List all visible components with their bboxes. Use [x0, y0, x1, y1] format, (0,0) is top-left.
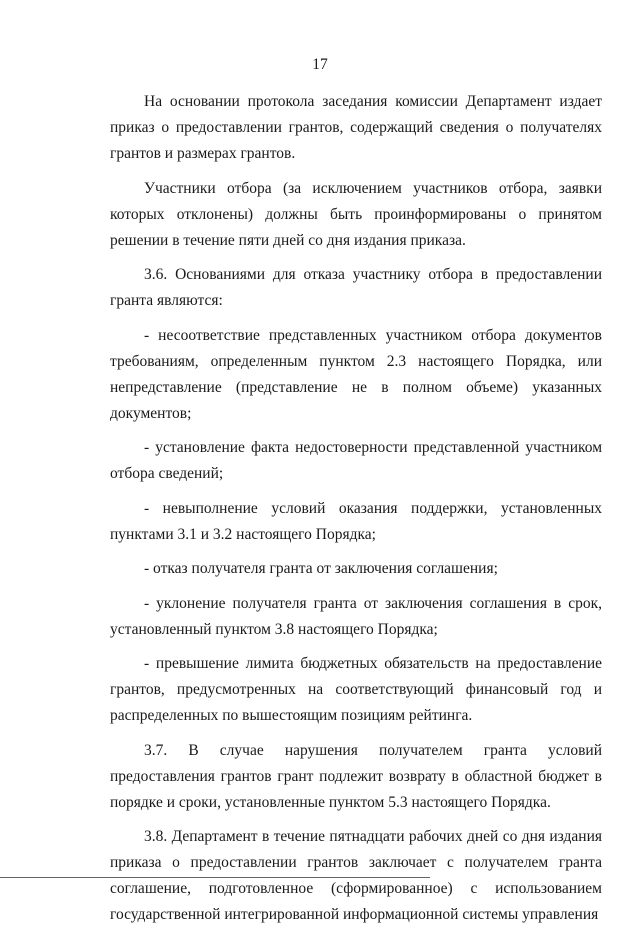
paragraph-3-6-refusal-grounds: 3.6. Основаниями для отказа участнику отбора в предоставлении гранта являются: [110, 266, 602, 309]
paragraph-3-7-grant-return: 3.7. В случае нарушения получателем гранта условий предоставления грантов грант подлежит возврату в областной бюджет в порядке и сроки, установленные пунктом 5.3 настоящего Порядка. [110, 741, 602, 811]
list-item-document-mismatch: - несоответствие представленных участником отбора документов требованиям, определенным пунктом 2.3 настоящего Порядка, или непредставление (представление не в полном объеме) указанных документов; [110, 326, 602, 422]
footer-divider [0, 877, 430, 878]
list-item-conditions-not-met: - невыполнение условий оказания поддержки, установленных пунктами 3.1 и 3.2 настоящего Порядка; [110, 499, 602, 543]
paragraph-participants-notified: Участники отбора (за исключением участников отбора, заявки которых отклонены) должны быть проинформированы о принятом решении в течение пяти дней со дня издания приказа. [110, 179, 602, 249]
page-number: 17 [312, 56, 328, 73]
list-item-evasion-of-agreement: - уклонение получателя гранта от заключения соглашения в срок, установленный пунктом 3.8 настоящего Порядка; [110, 594, 602, 638]
list-item-refusal-to-sign: - отказ получателя гранта от заключения соглашения; [144, 560, 498, 577]
list-item-budget-limit-exceeded: - превышение лимита бюджетных обязательств на предоставление грантов, предусмотренных на соответствующий финансовый год и распределенных по вышестоящим позициям рейтинга. [110, 655, 602, 724]
document-body [110, 89, 602, 937]
paragraph-3-8-agreement: 3.8. Департамент в течение пятнадцати рабочих дней со дня издания приказа о предоставлении грантов заключает с получателем гранта соглашение, подготовленное (сформированное) с использованием государственной интегрированной информационной системы управления [110, 828, 602, 923]
paragraph-grant-order: На основании протокола заседания комиссии Департамент издает приказ о предоставлении грантов, содержащий сведения о получателях грантов и размерах грантов. [110, 93, 602, 162]
list-item-false-information: - установление факта недостоверности представленной участником отбора сведений; [110, 439, 602, 482]
